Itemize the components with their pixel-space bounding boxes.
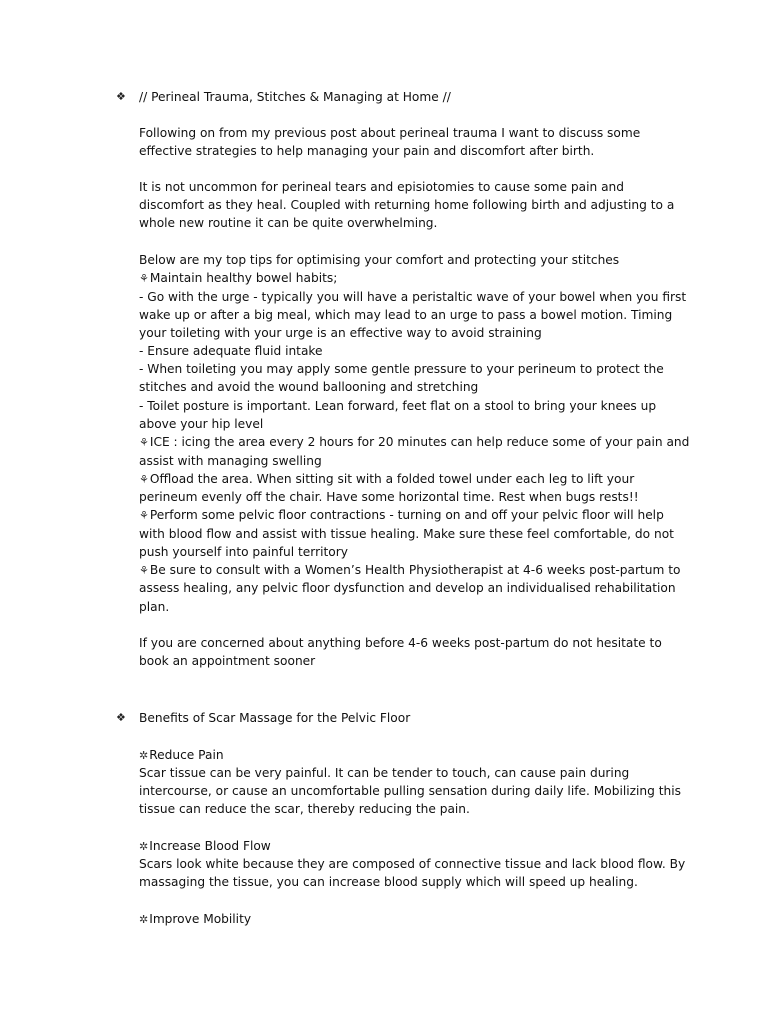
diamond-bullet-icon: ❖: [116, 711, 126, 724]
closing-line: book an appointment sooner: [139, 654, 316, 668]
tip-line: [139, 470, 634, 489]
diamond-bullet-icon: ❖: [116, 90, 126, 103]
sparkle-icon: ✲: [139, 913, 149, 926]
tip-line: above your hip level: [139, 417, 264, 431]
paragraph-line: effective strategies to help managing your pain and discomfort after birth.: [139, 144, 595, 158]
tip-line: - Go with the urge - typically you will have a peristaltic wave of your bowel when you first: [139, 290, 687, 304]
tip-line: plan.: [139, 600, 170, 614]
benefit-title: [139, 746, 224, 765]
tip-line: wake up or after a big meal, which may lead to an urge to pass a bowel motion. Timing: [139, 308, 673, 322]
benefit-title-text: Improve Mobility: [149, 912, 252, 926]
tip-line: [139, 433, 689, 452]
seedling-icon: ⚘: [139, 564, 149, 577]
benefit-line: Scars look white because they are composed of connective tissue and lack blood flow. By: [139, 857, 686, 871]
benefit-line: massaging the tissue, you can increase blood supply which will speed up healing.: [139, 875, 638, 889]
tip-line: assist with managing swelling: [139, 454, 322, 468]
benefit-title: [139, 837, 271, 856]
benefit-title-text: Reduce Pain: [149, 748, 224, 762]
tip-line: perineum evenly off the chair. Have some horizontal time. Rest when bugs rests!!: [139, 490, 639, 504]
tip-line: assess healing, any pelvic floor dysfunction and develop an individualised rehabilitation: [139, 581, 676, 595]
paragraph-line: Following on from my previous post about perineal trauma I want to discuss some: [139, 126, 641, 140]
seedling-icon: ⚘: [139, 473, 149, 486]
section-heading: Benefits of Scar Massage for the Pelvic Floor: [139, 711, 411, 725]
tips-intro: Below are my top tips for optimising your comfort and protecting your stitches: [139, 253, 620, 267]
tip-text: Be sure to consult with a Women’s Health Physiotherapist at 4-6 weeks post-partum to: [149, 563, 681, 577]
tip-line: stitches and avoid the wound ballooning and stretching: [139, 380, 479, 394]
tip-line: your toileting with your urge is an effective way to avoid straining: [139, 326, 542, 340]
sparkle-icon: ✲: [139, 840, 149, 853]
seedling-icon: ⚘: [139, 272, 149, 285]
tip-text: Perform some pelvic floor contractions - turning on and off your pelvic floor will help: [149, 508, 664, 522]
sparkle-icon: ✲: [139, 749, 149, 762]
benefit-title: [139, 910, 251, 929]
paragraph-line: whole new routine it can be quite overwhelming.: [139, 216, 438, 230]
tip-line: [139, 506, 664, 525]
benefit-line: Scar tissue can be very painful. It can be tender to touch, can cause pain during: [139, 766, 630, 780]
tip-text: ICE : icing the area every 2 hours for 20 minutes can help reduce some of your pain and: [149, 435, 690, 449]
tip-line: with blood flow and assist with tissue healing. Make sure these feel comfortable, do not: [139, 527, 674, 541]
benefit-line: tissue can reduce the scar, thereby reducing the pain.: [139, 802, 470, 816]
benefit-line: intercourse, or cause an uncomfortable pulling sensation during daily life. Mobilizing this: [139, 784, 681, 798]
tip-line: [139, 561, 681, 580]
tip-line: - When toileting you may apply some gentle pressure to your perineum to protect the: [139, 362, 664, 376]
tip-line: - Ensure adequate fluid intake: [139, 344, 323, 358]
tip-line: push yourself into painful territory: [139, 545, 348, 559]
paragraph-line: It is not uncommon for perineal tears and episiotomies to cause some pain and: [139, 180, 625, 194]
seedling-icon: ⚘: [139, 509, 149, 522]
closing-line: If you are concerned about anything before 4-6 weeks post-partum do not hesitate to: [139, 636, 662, 650]
section-heading: // Perineal Trauma, Stitches & Managing at Home //: [139, 90, 451, 104]
seedling-icon: ⚘: [139, 436, 149, 449]
tip-text: Offload the area. When sitting sit with a folded towel under each leg to lift your: [149, 472, 635, 486]
paragraph-line: discomfort as they heal. Coupled with returning home following birth and adjusting to a: [139, 198, 675, 212]
tip-text: Maintain healthy bowel habits;: [149, 271, 338, 285]
benefit-title-text: Increase Blood Flow: [149, 839, 271, 853]
tip-line: - Toilet posture is important. Lean forward, feet flat on a stool to bring your knees up: [139, 399, 657, 413]
tip-line: [139, 269, 337, 288]
